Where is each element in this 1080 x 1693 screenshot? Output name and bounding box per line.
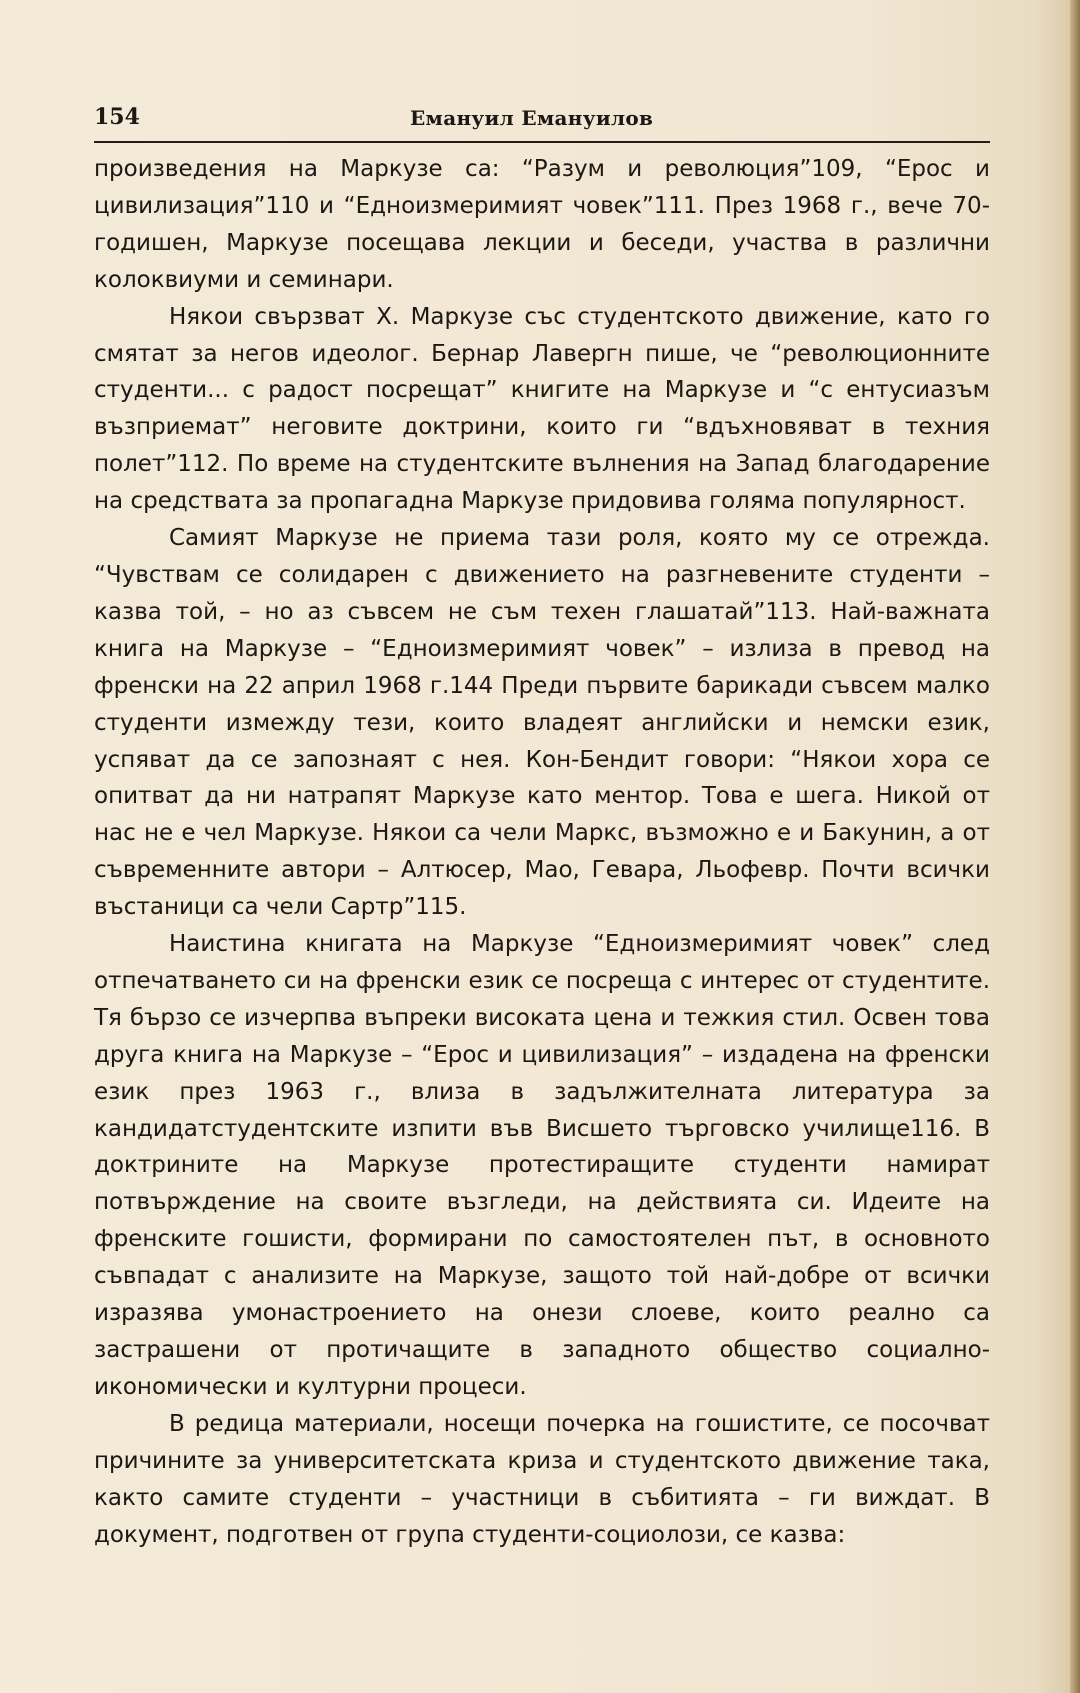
paragraph: В редица материали, носещи почерка на гошистите, се посочват причините за университетската криза и студентското движение така, както самите студенти – участници в събитията – ги виждат. В документ, подготвен от група студенти-социолози, се казва: bbox=[94, 1410, 990, 1548]
page-header bbox=[94, 104, 990, 140]
paragraph: Наистина книгата на Маркузе “Едноизмеримият човек” след отпечатването си на френски език се посреща с интерес от студентите. Тя бързо се изчерпва въпреки високата цена и тежкия стил. Освен това друга книга на Маркузе – “Ерос и цивилизация” – издадена на френски език през 1963 г., влиза в задължителната литература за кандидатстудентските изпити във Висшето търговско училище116. В доктрините на Маркузе протестиращите студенти намират потвърждение на своите възгледи, на действията си. Идеите на френските гошисти, формирани по самостоятелен път, в основното съвпадат с анализите на Маркузе, защото той най-добре от всички изразява умонастроението на онези слоеве, които реално са застрашени от протичащите в западното общество социално-икономически и културни процеси. bbox=[94, 931, 990, 1400]
header-rule bbox=[94, 141, 990, 143]
paragraph: произведения на Маркузе са: “Разум и революция”109, “Ерос и цивилизация”110 и “Едноизмеримият човек”111. През 1968 г., вече 70-годишен, Маркузе посещава лекции и беседи, участва в различни колоквиуми и семинари. bbox=[94, 156, 990, 293]
page-number: 154 bbox=[94, 104, 140, 130]
page-edge bbox=[1070, 0, 1080, 1693]
body-text bbox=[94, 151, 990, 1553]
paragraph: Някои свързват Х. Маркузе със студентското движение, като го смятат за негов идеолог. Бернар Лавергн пише, че “революционните студенти... с радост посрещат” книгите на Маркузе и “с ентусиазъм възприемат” неговите доктрини, които ги “вдъхновяват в техния полет”112. По време на студентските вълнения на Запад благодарение на средствата за пропагадна Маркузе придовива голяма популярност. bbox=[94, 303, 990, 515]
paragraph: Самият Маркузе не приема тази роля, която му се отрежда. “Чувствам се солидарен с движението на разгневените студенти – казва той, – но аз съвсем не съм техен глашатай”113. Най-важната книга на Маркузе – “Едноизмеримият човек” – излиза в превод на френски на 22 април 1968 г.144 Преди първите барикади съвсем малко студенти измежду тези, които владеят английски и немски език, успяват да се запознаят с нея. Кон-Бендит говори: “Някои хора се опитват да ни натрапят Маркузе като ментор. Това е шега. Никой от нас не е чел Маркузе. Някои са чели Маркс, възможно е и Бакунин, а от съвременните автори – Алтюсер, Мао, Гевара, Льофевр. Почти всички въстаници са чели Сартр”115. bbox=[94, 525, 990, 921]
running-title: Емануил Емануилов bbox=[410, 106, 654, 130]
